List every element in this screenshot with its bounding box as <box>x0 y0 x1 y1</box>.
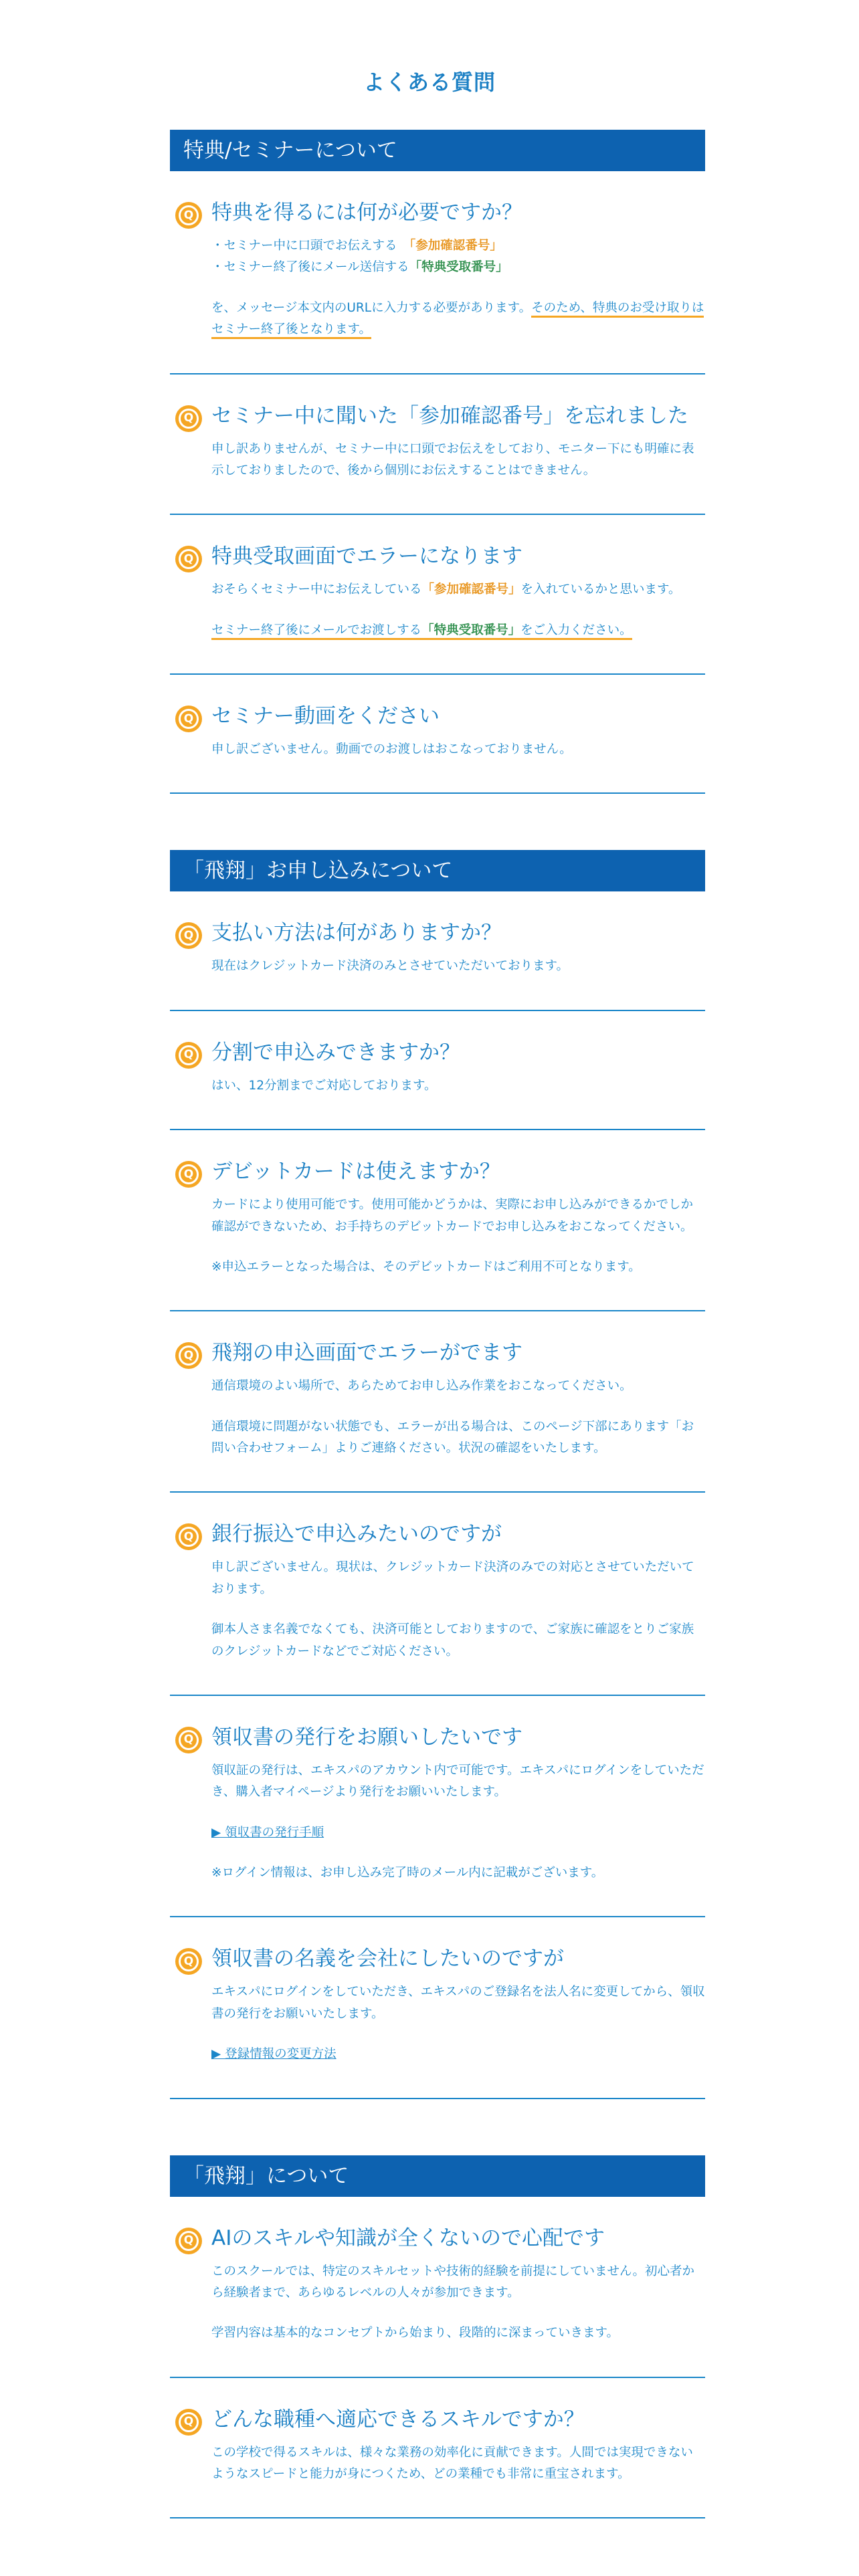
answer-text: 通信環境に問題がない状態でも、エラーが出る場合は、このページ下部にあります「お問い合わせフォーム」よりご連絡ください。状況の確認をいたします。 <box>211 1419 694 1455</box>
question-row <box>170 1944 705 1975</box>
q-badge-icon <box>175 922 202 949</box>
answer-text: 御本人さま名義でなくても、決済可能としておりますので、ご家族に確認をとりご家族のクレジットカードなどでご対応ください。 <box>211 1622 694 1658</box>
question-row <box>170 1157 705 1188</box>
question-text: セミナー動画をください <box>211 704 440 728</box>
q-letter: Q <box>179 205 199 225</box>
underlined-text: そのため、特典のお受け取りはセミナー終了後となります。 <box>211 301 704 339</box>
answer-text: 申し訳ございません。動画でのお渡しはおこなっておりません。 <box>211 742 572 756</box>
q-badge-icon <box>175 1161 202 1188</box>
question-row <box>170 1723 705 1753</box>
q-badge-icon <box>175 405 202 432</box>
question-row <box>170 918 705 949</box>
answer-text: 申し訳ありませんが、セミナー中に口頭でお伝えをしており、モニター下にも明確に表示しておりましたので、後から個別にお伝えすることはできません。 <box>211 441 694 477</box>
question-text: 飛翔の申込画面でエラーがでます <box>211 1341 522 1366</box>
faq-item <box>170 1130 705 1311</box>
bullet-item <box>211 235 705 257</box>
answer-text: 申し訳ございません。現状は、クレジットカード決済のみでの対応とさせていただいております。 <box>211 1560 694 1596</box>
faq-item <box>170 2378 705 2519</box>
answer <box>211 579 705 641</box>
answer <box>211 2261 705 2345</box>
q-letter: Q <box>179 1346 199 1366</box>
answer-text: このスクールでは、特定のスキルセットや技術的経験を前提にしていません。初心者から経験者まで、あらゆるレベルの人々が参加できます。 <box>211 2264 695 2300</box>
answer-paragraph <box>211 579 705 601</box>
section-header: 「飛翔」について <box>170 2155 705 2197</box>
answer <box>211 1376 705 1459</box>
answer <box>211 1075 705 1097</box>
underlined-text <box>211 623 632 640</box>
question-text: 領収書の発行をお願いしたいです <box>211 1725 522 1749</box>
receipt-procedure-link[interactable]: ▶ 領収書の発行手順 <box>211 1825 324 1840</box>
question-text: 特典を得るには何が必要ですか？ <box>211 201 522 225</box>
faq-item <box>170 891 705 1010</box>
question-row <box>170 198 705 229</box>
answer-text: カードにより使用可能です。使用可能かどうかは、実際にお申し込みができるかでしか確認ができないため、お手持ちのデビットカードでお申し込みをおこなってください。 <box>211 1198 694 1234</box>
answer-note: ※ログイン情報は、お申し込み完了時のメール内に記載がございます。 <box>211 1866 604 1880</box>
q-badge-icon <box>175 1948 202 1975</box>
bullet-list <box>211 235 705 279</box>
section-seminar <box>170 130 705 794</box>
faq-item <box>170 1311 705 1493</box>
answer <box>211 1194 705 1278</box>
page-title: よくある質問 <box>363 70 496 95</box>
answer-text: 通信環境のよい場所で、あらためてお申し込み作業をおこなってください。 <box>211 1379 632 1394</box>
answer-text: 現在はクレジットカード決済のみとさせていただいております。 <box>211 959 569 974</box>
answer-text: おそらくセミナー中にお伝えしている <box>211 582 422 597</box>
answer-text: この学校で得るスキルは、様々な業務の効率化に貢献できます。人間では実現できないようなスピードと能力が身につくため、どの業種でも非常に重宝されます。 <box>211 2445 693 2481</box>
q-badge-icon <box>175 1042 202 1069</box>
question-text: セミナー中に聞いた「参加確認番号」を忘れました <box>211 403 688 428</box>
faq-item <box>170 1011 705 1130</box>
q-badge-icon <box>175 2228 202 2254</box>
answer-text: を、メッセージ本文内のURLに入力する必要があります。 <box>211 300 532 315</box>
answer <box>211 235 705 341</box>
q-badge-icon <box>175 1523 202 1550</box>
question-row <box>170 1038 705 1069</box>
answer <box>211 1981 705 2065</box>
answer <box>211 1557 705 1662</box>
section-application <box>170 850 705 2099</box>
answer-text: 領収証の発行は、エキスパのアカウント内で可能です。エキスパにログインをしていただき、購入者マイページより発行をお願いいたします。 <box>211 1763 704 1800</box>
answer <box>211 739 705 760</box>
section-about <box>170 2155 705 2519</box>
answer-text: を入れているかと思います。 <box>520 582 681 597</box>
question-row <box>170 1519 705 1550</box>
section-header: 「飛翔」お申し込みについて <box>170 850 705 891</box>
faq-item <box>170 1696 705 1918</box>
answer-text: はい、12分割までご対応しております。 <box>211 1078 437 1093</box>
faq-item <box>170 675 705 794</box>
q-letter: Q <box>179 2231 199 2251</box>
section-header: 特典/セミナーについて <box>170 130 705 171</box>
answer <box>211 2442 705 2486</box>
q-badge-icon <box>175 1342 202 1369</box>
bullet-text: ・セミナー中に口頭でお伝えする <box>211 239 410 253</box>
highlight-text: 「特典受取番号」 <box>409 260 508 275</box>
highlight-text: 「参加確認番号」 <box>421 582 521 597</box>
q-badge-icon <box>175 2409 202 2436</box>
answer <box>211 956 705 977</box>
q-letter: Q <box>179 2412 199 2432</box>
q-letter: Q <box>179 926 199 946</box>
highlight-text: 「参加確認番号」 <box>409 239 502 253</box>
q-badge-icon <box>175 546 202 572</box>
q-letter: Q <box>179 1730 199 1750</box>
question-text: 領収書の名義を会社にしたいのですが <box>211 1947 564 1971</box>
answer-text: をご入力ください。 <box>520 623 632 637</box>
q-letter: Q <box>179 1045 199 1065</box>
question-text: 銀行振込で申込みたいのですが <box>211 1522 502 1547</box>
answer-text: 学習内容は基本的なコンセプトから始まり、段階的に深まっていきます。 <box>211 2326 619 2341</box>
question-row <box>170 2405 705 2436</box>
question-text: 支払い方法は何がありますか？ <box>211 921 502 946</box>
answer <box>211 1760 705 1885</box>
q-letter: Q <box>179 1164 199 1184</box>
q-letter: Q <box>179 549 199 569</box>
q-letter: Q <box>179 409 199 429</box>
answer-paragraph <box>211 298 705 341</box>
answer-note: ※申込エラーとなった場合は、そのデビットカードはご利用不可となります。 <box>211 1259 641 1274</box>
q-letter: Q <box>179 1527 199 1547</box>
answer <box>211 439 705 482</box>
question-text: AIのスキルや知識が全くないので心配です <box>211 2226 605 2250</box>
question-text: 特典受取画面でエラーになります <box>211 544 522 569</box>
question-text: どんな職種へ適応できるスキルですか？ <box>211 2407 585 2432</box>
question-row <box>170 542 705 572</box>
question-text: 分割で申込みできますか？ <box>211 1040 460 1065</box>
q-badge-icon <box>175 202 202 229</box>
question-row <box>170 1338 705 1369</box>
faq-item <box>170 374 705 516</box>
question-text: デビットカードは使えますか？ <box>211 1160 500 1184</box>
bullet-text: ・セミナー終了後にメール送信する <box>211 260 409 275</box>
answer-paragraph <box>211 620 705 641</box>
question-row <box>170 702 705 732</box>
q-badge-icon <box>175 1727 202 1753</box>
bullet-item <box>211 257 705 278</box>
faq-item <box>170 1493 705 1696</box>
answer-text: セミナー終了後にメールでお渡しする <box>211 623 422 637</box>
q-letter: Q <box>179 709 199 729</box>
faq-item <box>170 171 705 374</box>
faq-item <box>170 515 705 675</box>
faq-container <box>170 130 705 2518</box>
faq-item <box>170 1917 705 2099</box>
question-row <box>170 401 705 432</box>
q-badge-icon <box>175 706 202 732</box>
q-letter: Q <box>179 1951 199 1971</box>
highlight-text: 「特典受取番号」 <box>421 623 521 637</box>
answer-text: エキスパにログインをしていただき、エキスパのご登録名を法人名に変更してから、領収書の発行をお願いいたします。 <box>211 1985 705 2021</box>
faq-item <box>170 2197 705 2378</box>
registration-change-link[interactable]: ▶ 登録情報の変更方法 <box>211 2047 337 2062</box>
question-row <box>170 2224 705 2254</box>
